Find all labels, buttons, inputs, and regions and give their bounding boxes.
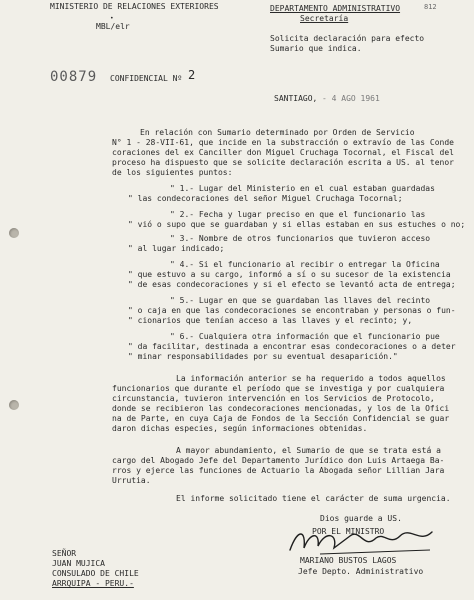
point-line: " da facilitar, destinada a encontrar esas condecoraciones o a deter <box>128 342 456 351</box>
body-line: coraciones del ex Canciller don Miguel Cruchaga Tocornal, el Fiscal del <box>112 148 454 157</box>
body-line: rros y ejerce las funciones de Actuario la Abogada señor Lillian Jara <box>112 466 445 475</box>
place-date: SANTIAGO, <box>274 94 318 103</box>
closing-line: Dios guarde a US. <box>320 514 402 523</box>
section-heading: Secretaría <box>300 14 349 23</box>
body-line: Urrutia. <box>112 476 151 485</box>
signature-image <box>280 520 450 560</box>
addressee-line: ARRQUIPA - PERU.- <box>52 579 134 588</box>
point-line: " o caja en que las condecoraciones se encontraban y personas o fun- <box>128 306 456 315</box>
signer-title: Jefe Depto. Administrativo <box>298 567 424 576</box>
body-line: funcionarios que durante el período que se investiga y por cualquiera <box>112 384 445 393</box>
department-heading: DEPARTAMENTO ADMINISTRATIVO <box>270 4 401 13</box>
body-line: proceso ha dispuesto que se solicite declaración escrita a US. al tenor <box>112 158 454 167</box>
body-line: En relación con Sumario determinado por Orden de Servicio <box>140 128 415 137</box>
point-line: " cionarios que tenían acceso a las llaves y el recinto; y, <box>128 316 413 325</box>
confidencial-label: CONFIDENCIAL Nº <box>110 74 183 83</box>
addressee-line: CONSULADO DE CHILE <box>52 569 139 578</box>
body-line: de los siguientes puntos: <box>112 168 233 177</box>
date-stamp: - 4 AGO 1961 <box>322 94 380 103</box>
body-line: El informe solicitado tiene el carácter de suma urgencia. <box>176 494 451 503</box>
addressee-line: SEÑOR <box>52 549 77 558</box>
body-line: La información anterior se ha requerido a todos aquellos <box>176 374 446 383</box>
file-number: 00879 <box>50 69 98 85</box>
subject-line: Solicita declaración para efecto <box>270 34 425 43</box>
point-line: " 2.- Fecha y lugar preciso en que el funcionario las <box>170 210 426 219</box>
point-line: " que estuvo a su cargo, informó a sí o su sucesor de la existencia <box>128 270 451 279</box>
body-line: daron dichas especies, según informaciones obtenidas. <box>112 424 368 433</box>
por-el-ministro: POR EL MINISTRO <box>312 527 385 536</box>
subject-line: Sumario que indica. <box>270 44 362 53</box>
signer-name: MARIANO BUSTOS LAGOS <box>300 556 397 565</box>
body-line: A mayor abundamiento, el Sumario de que se trata está a <box>176 446 441 455</box>
point-line: " al lugar indicado; <box>128 244 225 253</box>
body-line: na de Parte, en cuya Caja de Fondos de la Sección Confidencial se guar <box>112 414 450 423</box>
punch-hole <box>9 400 19 410</box>
ministry-heading: MINISTERIO DE RELACIONES EXTERIORES <box>50 2 219 11</box>
point-line: " 1.- Lugar del Ministerio en el cual estaban guardadas <box>170 184 435 193</box>
point-line: " 4.- Si el funcionario al recibir o entregar la Oficina <box>170 260 440 269</box>
point-line: " 5.- Lugar en que se guardaban las llaves del recinto <box>170 296 431 305</box>
body-line: donde se recibieron las condecoraciones mencionadas, y los de la Ofici <box>112 404 450 413</box>
point-line: " 6.- Cualquiera otra información que el funcionario pue <box>170 332 440 341</box>
point-line: " las condecoraciones del señor Miguel Cruchaga Tocornal; <box>128 194 403 203</box>
body-line: cargo del Abogado Jefe del Departamento Jurídico don Luis Artaega Ba- <box>112 456 445 465</box>
point-line: " minar responsabilidades por su eventual desaparición." <box>128 352 398 361</box>
confidencial-number: 2 <box>188 68 196 82</box>
point-line: " 3.- Nombre de otros funcionarios que tuvieron acceso <box>170 234 431 243</box>
dept-code: MBL/elr <box>96 22 130 31</box>
body-line: N° 1 - 28-VII-61, que incide en la substracción o extravío de las Conde <box>112 138 454 147</box>
handwritten-number: 812 <box>424 3 437 11</box>
bullet-mark: • <box>110 15 114 22</box>
point-line: " de esas condecoraciones y si el efecto se levantó acta de entrega; <box>128 280 456 289</box>
addressee-line: JUAN MUJICA <box>52 559 105 568</box>
body-line: circunstancia, tuvieron intervención en los Servicios de Protocolo, <box>112 394 435 403</box>
punch-hole <box>9 228 19 238</box>
point-line: " vió o supo que se guardaban y si ellas estaban en sus estuches o no; <box>128 220 466 229</box>
